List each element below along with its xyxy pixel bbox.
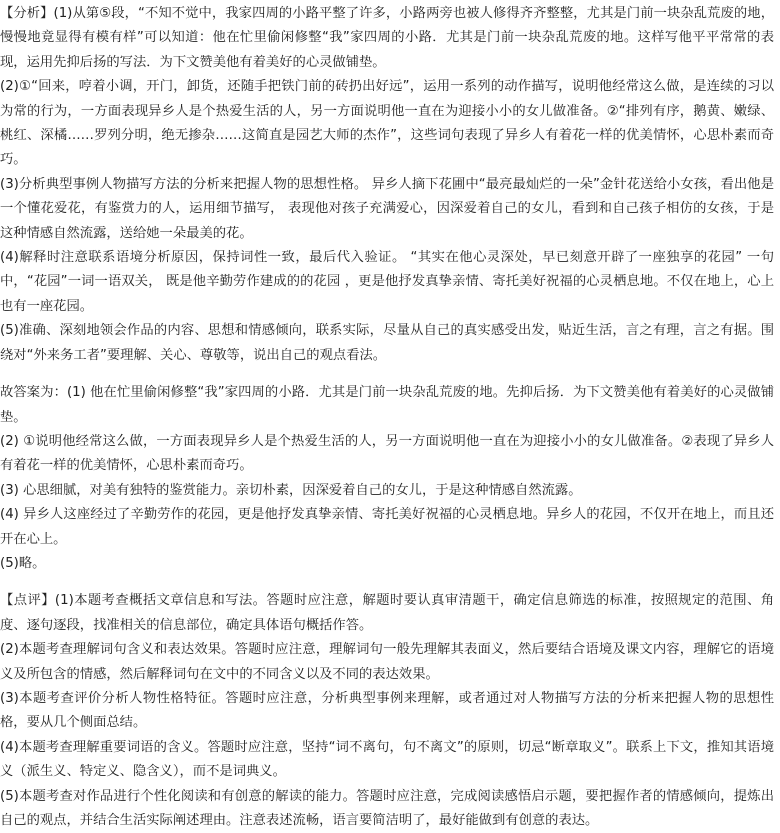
section-spacer <box>0 368 774 381</box>
analysis-paragraph-5: (5)准确、深刻地领会作品的内容、思想和情感倾向，联系实际，尽量从自己的真实感受出发，贴近生活，言之有理，言之有据。围绕对“外来务工者”要理解、关心、尊敬等，说出自己的观点看法。 <box>0 323 774 363</box>
comment-paragraph-4: (4)本题考查理解重要词语的含义。答题时应注意，坚持“词不离句，句不离文”的原则，切忌“断章取义”。联系上下文，推知其语境义（派生义、特定义、隐含义），而不是词典义。 <box>0 739 774 780</box>
comment-paragraph-5: (5)本题考查对作品进行个性化阅读和有创意的解读的能力。答题时应注意，完成阅读感悟启示题，要把握作者的情感倾向，提炼出自己的观点，并结合生活实际阐述理由。注意表述流畅，语言要简洁明了，最好能做到有创意的表达。 <box>0 788 774 828</box>
analysis-paragraph-1: 【分析】(1)从第⑤段，“不知不觉中，我家四周的小路平整了许多，小路两旁也被人修得齐齐整整，尤其是门前一块杂乱荒废的地，慢慢地竟显得有模有样”可以知道：他在忙里偷闲修整“我”家四周的小路．尤其是门前一块杂乱荒废的地。这样写他平平常常的表现，运用先抑后扬的写法．为下文赞美他有着美好的心灵做铺垫。 <box>0 6 774 70</box>
analysis-paragraph-2: (2)①“回来，哼着小调，开门，卸货，还随手把铁门前的砖扔出好远”，运用一系列的动作描写，说明他经常这么做，是连续的习以为常的行为，一方面表现异乡人是个热爱生活的人，另一方面说明他一直在为迎接小小的女儿做准备。②“排列有序，鹅黄、嫩绿、桃红、深橘……罗列分明，绝无掺杂……这简直是园艺大师的杰作”，这些词句表现了异乡人有着花一样的优美情怀，心思朴素而奇巧。 <box>0 79 774 168</box>
answer-paragraph-2: (2) ①说明他经常这么做，一方面表现异乡人是个热爱生活的人，另一方面说明他一直在为迎接小小的女儿做准备。②表现了异乡人有着花一样的优美情怀，心思朴素而奇巧。 <box>0 433 774 474</box>
answer-paragraph-5: (5)略。 <box>0 555 46 571</box>
answer-paragraph-1: 故答案为：(1) 他在忙里偷闲修整“我”家四周的小路．尤其是门前一块杂乱荒废的地。先抑后扬．为下文赞美他有着美好的心灵做铺垫。 <box>0 385 774 425</box>
comment-paragraph-2: (2)本题考查理解词句含义和表达效果。答题时应注意，理解词句一般先理解其表面义，然后要结合语境及课文内容，理解它的语境义及所包含的情感，然后解释词句在文中的不同含义以及不同的表达效果。 <box>0 642 774 682</box>
comment-section <box>0 589 774 833</box>
analysis-paragraph-3: (3)分析典型事例人物描写方法的分析来把握人物的思想性格。 异乡人摘下花圃中“最亮最灿烂的一朵”金针花送给小女孩，看出他是一个懂花爱花，有鉴赏力的人，运用细节描写， 表现他对孩子充满爱心，因深爱着自己的女儿，看到和自己孩子相仿的女孩，于是这种情感自然流露，送给她一朵最美的花。 <box>0 176 774 241</box>
answer-paragraph-3: (3) 心思细腻，对美有独特的鉴赏能力。亲切朴素，因深爱着自己的女儿，于是这种情感自然流露。 <box>0 482 582 498</box>
comment-paragraph-1: 【点评】(1)本题考查概括文章信息和写法。答题时应注意，解题时要认真审清题干，确定信息筛选的标准，按照规定的范围、角度、逐句逐段，找准相关的信息部位，确定具体语句概括作答。 <box>0 593 774 633</box>
section-spacer <box>0 576 774 589</box>
answer-paragraph-4: (4) 异乡人这座经过了辛勤劳作的花园，更是他抒发真挚亲情、寄托美好祝福的心灵栖息地。异乡人的花园，不仅开在地上，而且还开在心上。 <box>0 507 774 547</box>
analysis-paragraph-4: (4)解释时注意联系语境分析原因，保持词性一致，最后代入验证。 “其实在他心灵深处，早已刻意开辟了一座独享的花园” 一句中，“花园”一词一语双关， 既是他辛勤劳作建成的的花园 ，更是他抒发真挚亲情、寄托美好祝福的心灵栖息地。不仅在地上，心上也有一座花园。 <box>0 250 774 314</box>
analysis-section <box>0 2 774 368</box>
comment-paragraph-3: (3)本题考查评价分析人物性格特征。答题时应注意，分析典型事例来理解，或者通过对人物描写方法的分析来把握人物的思想性格，要从几个侧面总结。 <box>0 690 774 731</box>
answer-section <box>0 381 774 576</box>
